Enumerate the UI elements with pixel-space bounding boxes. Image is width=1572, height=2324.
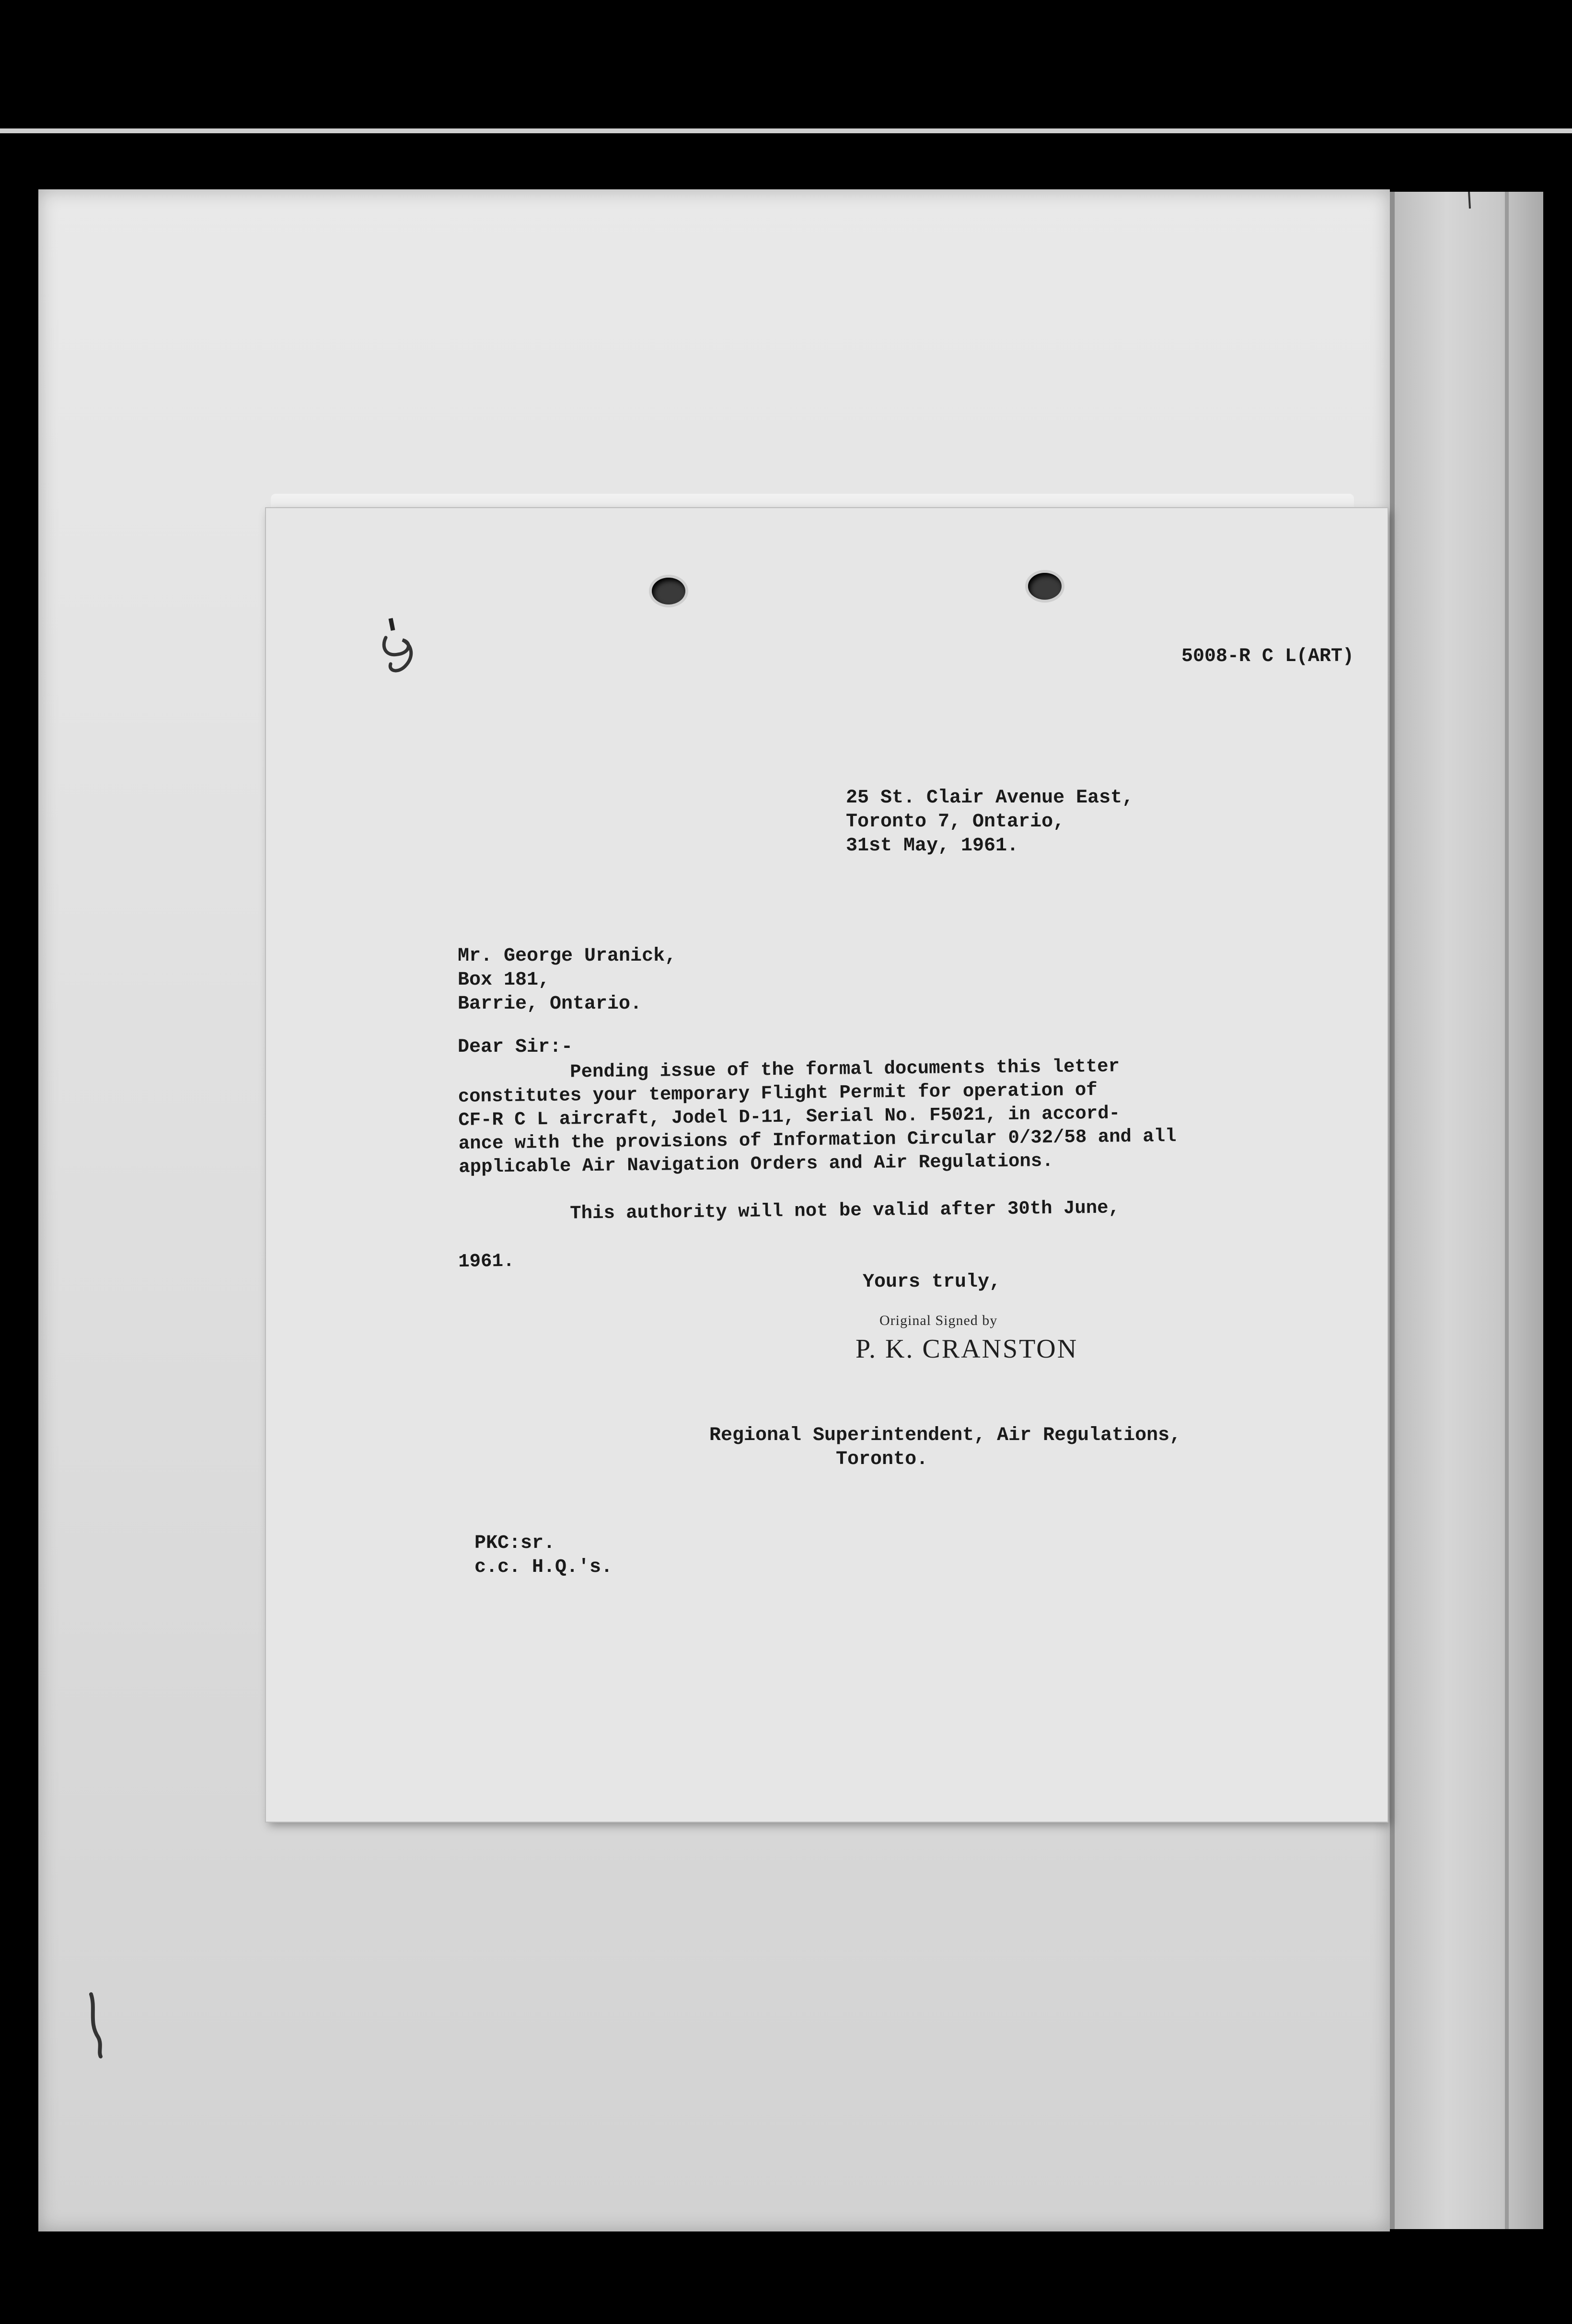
signature-stamp-name: P. K. CRANSTON (855, 1334, 1078, 1364)
initials-line: PKC:sr. (474, 1533, 555, 1554)
recipient-name: Mr. George Uranick, (458, 945, 677, 967)
body-line: ance with the provisions of Information Circular 0/32/58 and all (458, 1126, 1177, 1154)
handwritten-mark-icon (379, 609, 422, 681)
salutation: Dear Sir:- (458, 1036, 573, 1058)
margin-mark-icon (84, 1989, 108, 2061)
folder-binding-edge (1390, 192, 1543, 2229)
punch-hole-left (652, 578, 685, 604)
typist-initials (474, 1532, 613, 1580)
body-line: CF-R C L aircraft, Jodel D-11, Serial No. F5021, in accord- (458, 1103, 1121, 1131)
letter-body (458, 1054, 1177, 1179)
body-line: applicable Air Navigation Orders and Air Regulations. (459, 1150, 1053, 1178)
validity-paragraph (458, 1197, 1120, 1274)
letter-date: 31st May, 1961. (846, 835, 1019, 857)
address-line: Toronto 7, Ontario, (846, 811, 1065, 833)
address-line: 25 St. Clair Avenue East, (846, 787, 1134, 809)
recipient-address (458, 944, 676, 1016)
body-line: constitutes your temporary Flight Permit for operation of (458, 1080, 1098, 1107)
recipient-line: Barrie, Ontario. (458, 993, 642, 1015)
signatory-title (709, 1424, 1181, 1472)
recipient-line: Box 181, (458, 969, 550, 991)
signatory-line: Toronto. (709, 1449, 928, 1470)
punch-hole-right (1028, 573, 1062, 600)
body-line: Pending issue of the formal documents this letter (458, 1056, 1120, 1084)
film-frame-rule (0, 128, 1572, 133)
cc-line: c.c. H.Q.'s. (474, 1557, 613, 1578)
file-reference-code: 5008-R C L(ART) (1181, 646, 1354, 667)
sender-address (846, 786, 1133, 858)
validity-line: This authority will not be valid after 30th June, (458, 1197, 1120, 1225)
validity-line: 1961. (458, 1250, 515, 1272)
closing: Yours truly, (863, 1271, 1001, 1293)
signatory-line: Regional Superintendent, Air Regulations, (709, 1425, 1181, 1446)
pencil-mark-icon (1459, 189, 1479, 218)
signature-stamp-caption: Original Signed by (879, 1313, 998, 1328)
